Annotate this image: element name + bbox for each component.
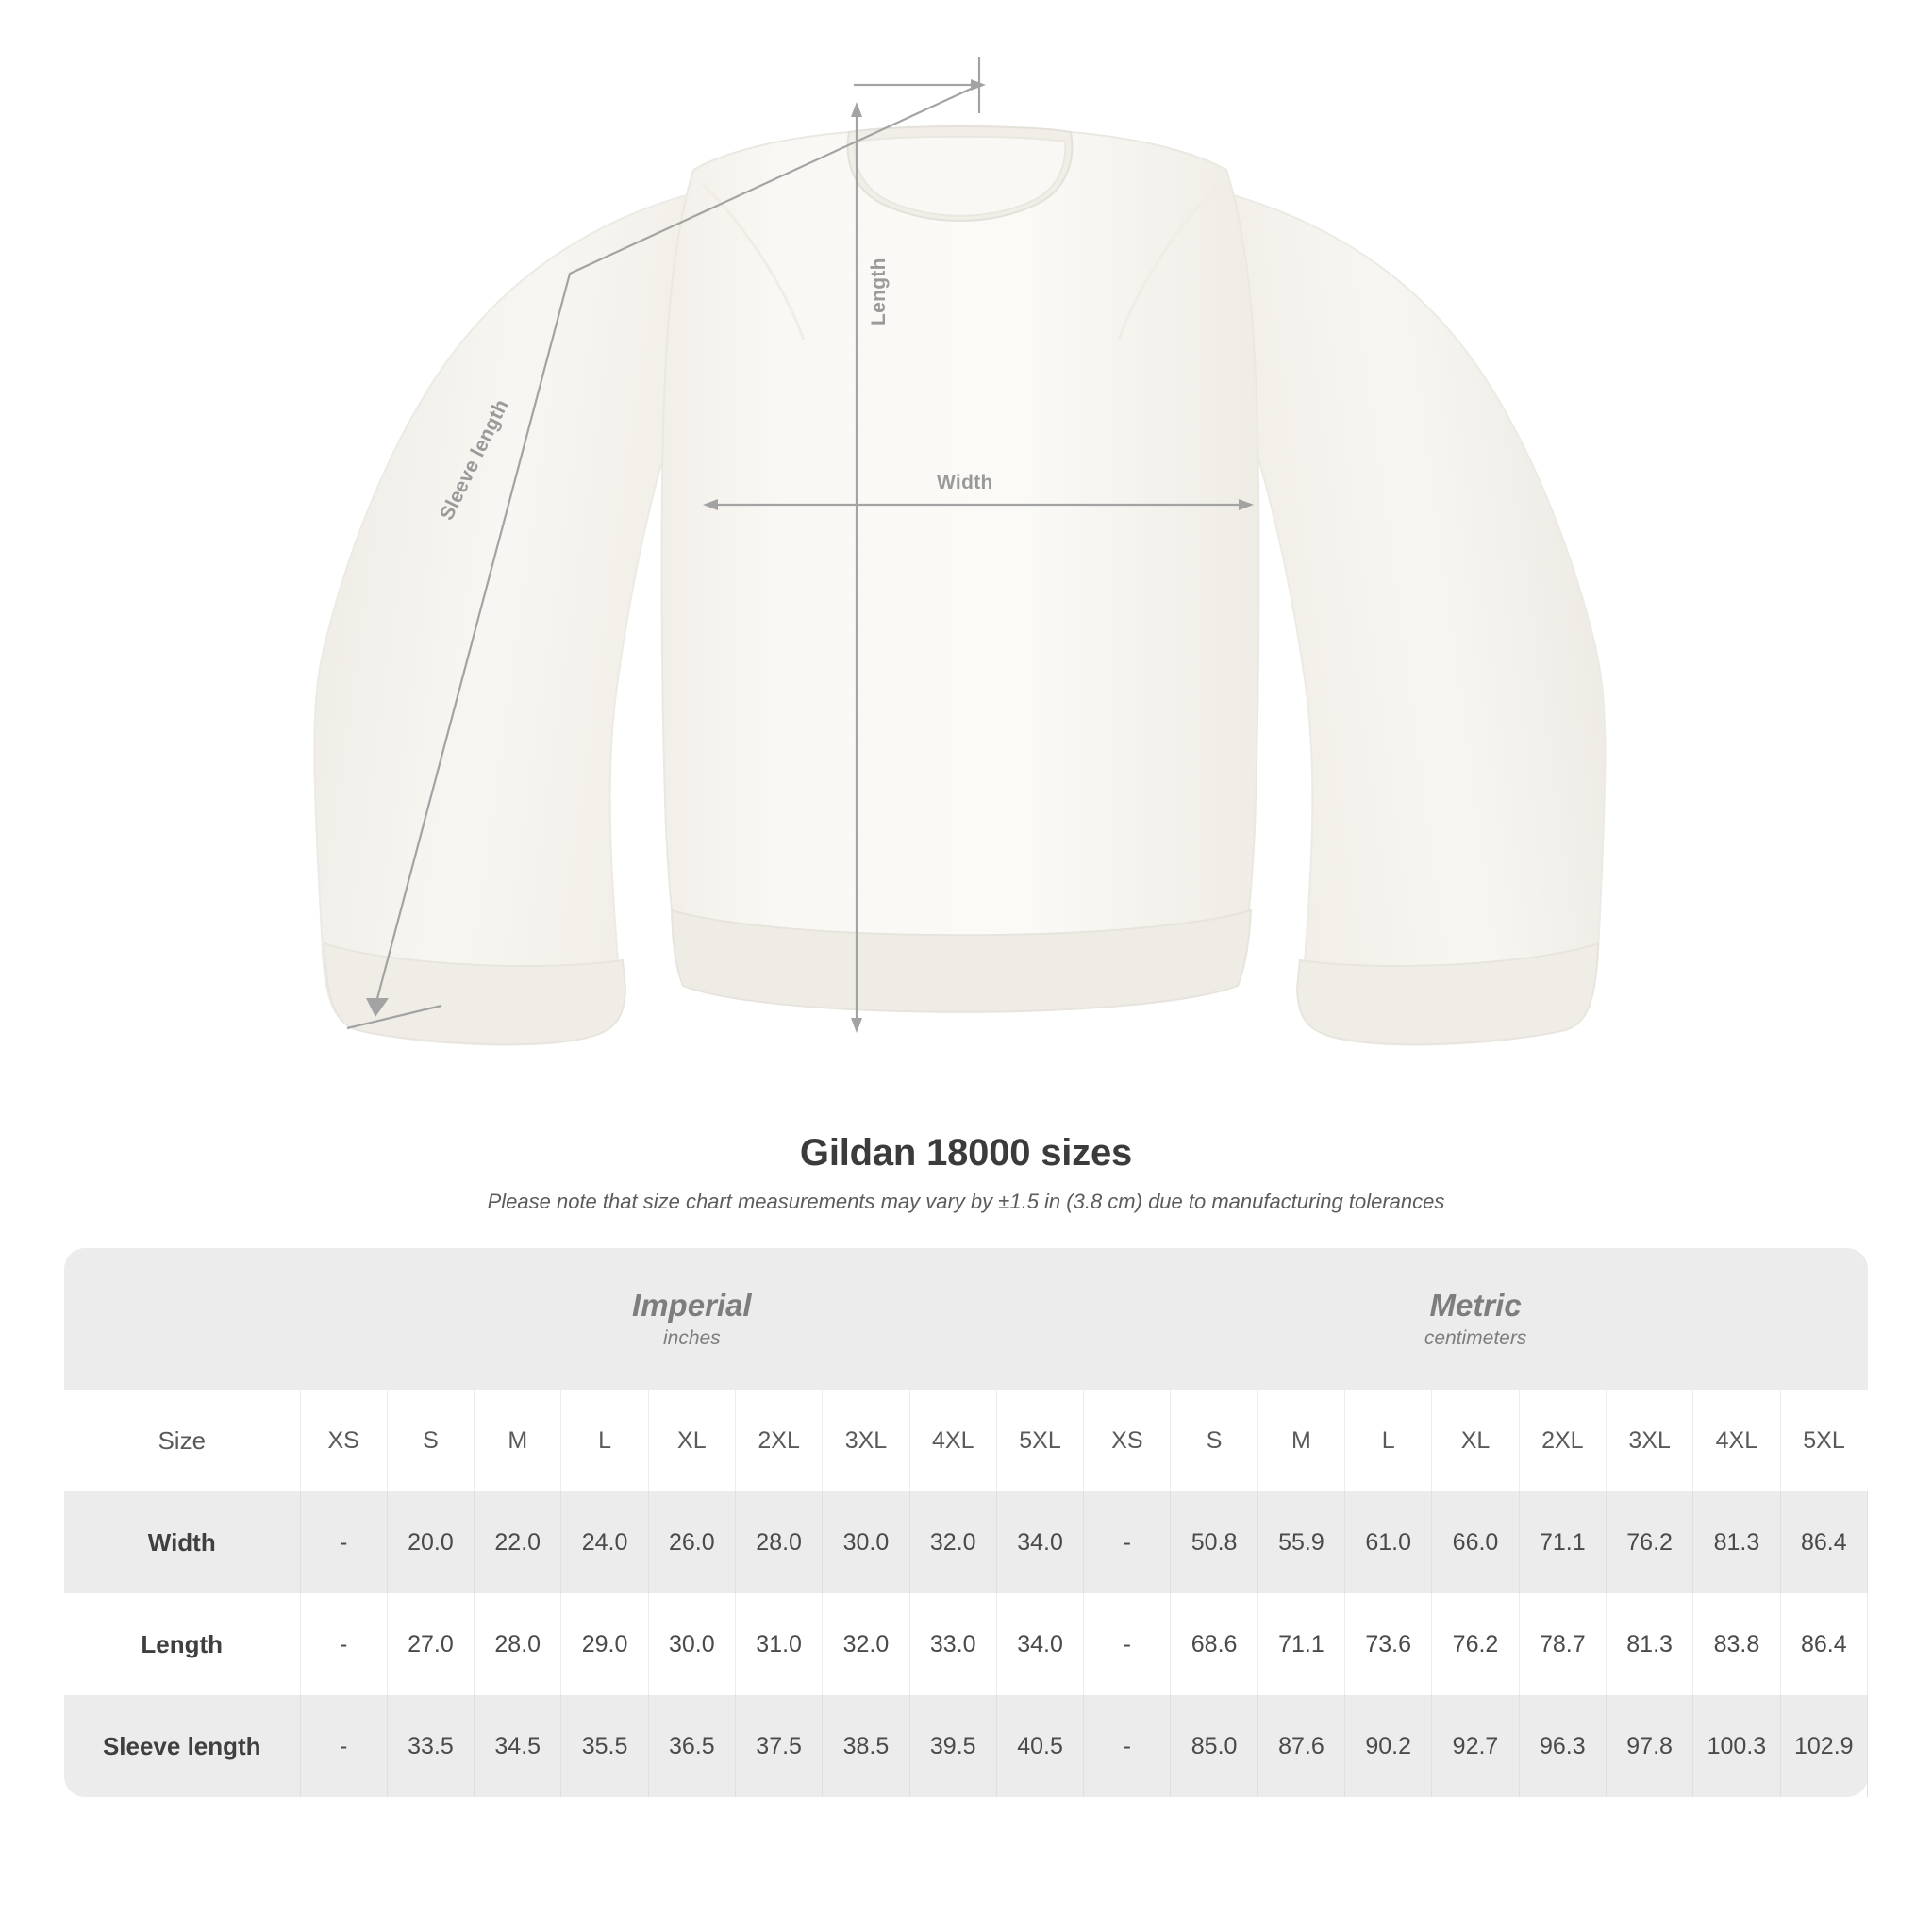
measurement-cell: 50.8 (1171, 1491, 1257, 1593)
measurement-cell: 28.0 (475, 1593, 561, 1695)
sleeve-length-dimension-label: Sleeve length (436, 395, 513, 525)
measurement-cell: 30.0 (823, 1491, 909, 1593)
measurement-cell: 34.0 (996, 1593, 1083, 1695)
measurement-cell: 22.0 (475, 1491, 561, 1593)
size-table-wrapper (64, 1248, 1868, 1797)
measurement-cell: 81.3 (1606, 1593, 1692, 1695)
size-label-cell: Size (64, 1390, 300, 1491)
measurement-cell: - (300, 1593, 387, 1695)
row-label-length: Length (64, 1593, 300, 1695)
measurement-cell: 40.5 (996, 1695, 1083, 1797)
measurement-cell: 36.5 (648, 1695, 735, 1797)
width-dimension-label: Width (937, 472, 993, 493)
measurement-cell: 78.7 (1519, 1593, 1606, 1695)
title-block (0, 1132, 1932, 1214)
measurement-cell: 66.0 (1432, 1491, 1519, 1593)
size-header-cell: M (1257, 1390, 1344, 1491)
unit-header-spacer (64, 1248, 300, 1390)
size-header-cell: 3XL (1606, 1390, 1692, 1491)
measurement-cell: 71.1 (1519, 1491, 1606, 1593)
metric-unit-header (1084, 1248, 1868, 1390)
length-dimension-label: Length (868, 258, 890, 325)
measurement-cell: - (300, 1695, 387, 1797)
metric-unit-sub: centimeters (1424, 1326, 1527, 1349)
row-label-sleeve-length: Sleeve length (64, 1695, 300, 1797)
measurement-cell: 83.8 (1693, 1593, 1780, 1695)
measurement-cell: 29.0 (561, 1593, 648, 1695)
table-row (64, 1491, 1868, 1593)
measurement-cell: 90.2 (1345, 1695, 1432, 1797)
measurement-cell: 33.5 (387, 1695, 474, 1797)
measurement-cell: 28.0 (735, 1491, 822, 1593)
imperial-unit-sub: inches (662, 1326, 721, 1349)
measurement-cell: 97.8 (1606, 1695, 1692, 1797)
unit-header-row (64, 1248, 1868, 1390)
measurement-cell: 38.5 (823, 1695, 909, 1797)
measurement-cell: 32.0 (823, 1593, 909, 1695)
measurement-cell: 100.3 (1693, 1695, 1780, 1797)
row-label-width: Width (64, 1491, 300, 1593)
measurement-cell: 76.2 (1432, 1593, 1519, 1695)
measurement-cell: 61.0 (1345, 1491, 1432, 1593)
imperial-unit-header (300, 1248, 1084, 1390)
size-header-cell: XL (1432, 1390, 1519, 1491)
measurement-cell: 81.3 (1693, 1491, 1780, 1593)
size-header-cell: XS (1084, 1390, 1171, 1491)
measurement-cell: - (1084, 1695, 1171, 1797)
measurement-cell: 85.0 (1171, 1695, 1257, 1797)
size-header-cell: M (475, 1390, 561, 1491)
page-title: Gildan 18000 sizes (799, 1132, 1133, 1174)
measurement-cell: 31.0 (735, 1593, 822, 1695)
measurement-cell: 55.9 (1257, 1491, 1344, 1593)
measurement-cell: 76.2 (1606, 1491, 1692, 1593)
size-header-cell: 3XL (823, 1390, 909, 1491)
size-header-cell: S (387, 1390, 474, 1491)
measurement-cell: 73.6 (1345, 1593, 1432, 1695)
size-header-cell: L (1345, 1390, 1432, 1491)
measurement-cell: 26.0 (648, 1491, 735, 1593)
measurement-cell: 30.0 (648, 1593, 735, 1695)
measurement-cell: 87.6 (1257, 1695, 1344, 1797)
size-header-cell: 2XL (1519, 1390, 1606, 1491)
tolerance-note: Please note that size chart measurements may vary by ±1.5 in (3.8 cm) due to manufacturing tolerances (487, 1190, 1445, 1213)
measurement-cell: 27.0 (387, 1593, 474, 1695)
measurement-cell: 24.0 (561, 1491, 648, 1593)
measurement-cell: 34.5 (475, 1695, 561, 1797)
size-header-cell: 4XL (909, 1390, 996, 1491)
measurement-cell: 33.0 (909, 1593, 996, 1695)
measurement-cell: 86.4 (1780, 1593, 1867, 1695)
size-header-cell: XS (300, 1390, 387, 1491)
measurement-cell: 86.4 (1780, 1491, 1867, 1593)
size-header-row (64, 1390, 1868, 1491)
measurement-cell: - (1084, 1593, 1171, 1695)
size-header-cell: XL (648, 1390, 735, 1491)
size-header-cell: 2XL (735, 1390, 822, 1491)
measurement-cell: 96.3 (1519, 1695, 1606, 1797)
measurement-cell: - (1084, 1491, 1171, 1593)
measurement-cell: 37.5 (735, 1695, 822, 1797)
imperial-unit-name: Imperial (632, 1287, 752, 1323)
table-row (64, 1695, 1868, 1797)
measurement-cell: 20.0 (387, 1491, 474, 1593)
size-header-cell: 5XL (1780, 1390, 1867, 1491)
size-table (64, 1248, 1868, 1797)
measurement-cell: 92.7 (1432, 1695, 1519, 1797)
measurement-cell: 39.5 (909, 1695, 996, 1797)
measurement-cell: - (300, 1491, 387, 1593)
size-header-cell: 4XL (1693, 1390, 1780, 1491)
size-header-cell: L (561, 1390, 648, 1491)
measurement-cell: 102.9 (1780, 1695, 1867, 1797)
measurement-cell: 35.5 (561, 1695, 648, 1797)
metric-unit-name: Metric (1429, 1287, 1522, 1323)
size-header-cell: S (1171, 1390, 1257, 1491)
measurement-cell: 71.1 (1257, 1593, 1344, 1695)
table-row (64, 1593, 1868, 1695)
measurement-cell: 34.0 (996, 1491, 1083, 1593)
size-header-cell: 5XL (996, 1390, 1083, 1491)
measurement-cell: 68.6 (1171, 1593, 1257, 1695)
measurement-cell: 32.0 (909, 1491, 996, 1593)
